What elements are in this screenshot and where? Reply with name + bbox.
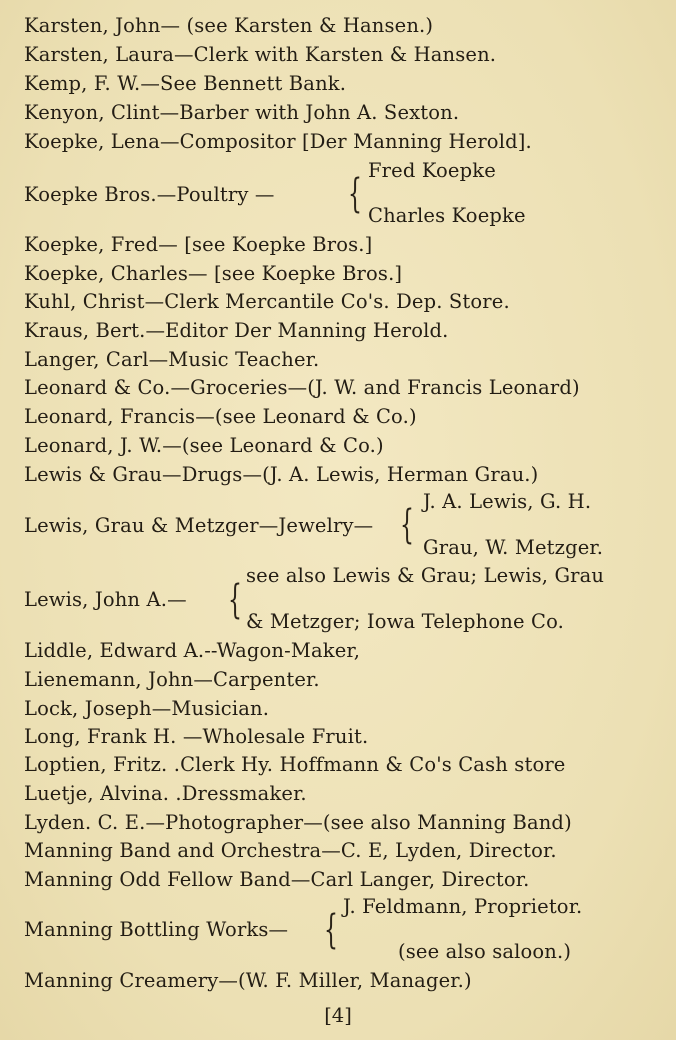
entry-luetje: Luetje, Alvina. .Dressmaker. (24, 782, 307, 805)
entry-leonard-co: Leonard & Co.—Groceries—(J. W. and Francis Leonard) (24, 376, 580, 399)
entry-manning-bottling-sub1: J. Feldmann, Proprietor. (343, 895, 583, 918)
entry-lewis-grau-metzger-sub2: Grau, W. Metzger. (423, 536, 604, 559)
brace-icon: { (228, 577, 242, 623)
entry-lewis-grau-metzger-sub1: J. A. Lewis, G. H. (423, 490, 592, 513)
entry-koepke-charles: Koepke, Charles— [see Koepke Bros.] (24, 262, 403, 285)
entry-lewis-john-sub2: & Metzger; Iowa Telephone Co. (246, 610, 564, 633)
entry-manning-odd-fellow: Manning Odd Fellow Band—Carl Langer, Director. (24, 868, 530, 891)
entry-langer: Langer, Carl—Music Teacher. (24, 348, 320, 371)
entry-koepke-fred: Koepke, Fred— [see Koepke Bros.] (24, 233, 373, 256)
entry-leonard-francis: Leonard, Francis—(see Leonard & Co.) (24, 405, 417, 428)
brace-icon: { (324, 907, 338, 953)
entry-manning-creamery: Manning Creamery—(W. F. Miller, Manager.) (24, 969, 472, 992)
entry-lienemann: Lienemann, John—Carpenter. (24, 668, 320, 691)
entry-lewis-john-sub1: see also Lewis & Grau; Lewis, Grau (246, 564, 605, 587)
entry-lock: Lock, Joseph—Musician. (24, 697, 270, 720)
entry-leonard-jw: Leonard, J. W.—(see Leonard & Co.) (24, 434, 384, 457)
entry-lewis-grau: Lewis & Grau—Drugs—(J. A. Lewis, Herman Grau.) (24, 463, 539, 486)
entry-lyden: Lyden. C. E.—Photographer—(see also Manning Band) (24, 811, 572, 834)
entry-manning-bottling: Manning Bottling Works— (24, 918, 289, 941)
entry-karsten-john: Karsten, John— (see Karsten & Hansen.) (24, 14, 434, 37)
brace-icon: { (400, 502, 414, 548)
entry-kenyon: Kenyon, Clint—Barber with John A. Sexton. (24, 101, 460, 124)
entry-long: Long, Frank H. —Wholesale Fruit. (24, 725, 369, 748)
entry-manning-bottling-sub2: (see also saloon.) (398, 940, 572, 963)
brace-icon: { (348, 171, 362, 217)
page-number: [4] (324, 1004, 352, 1027)
entry-loptien: Loptien, Fritz. .Clerk Hy. Hoffmann & Co's Cash store (24, 753, 566, 776)
entry-lewis-grau-metzger: Lewis, Grau & Metzger—Jewelry— (24, 514, 374, 537)
entry-koepke-bros-sub2: Charles Koepke (368, 204, 526, 227)
entry-lewis-john: Lewis, John A.— (24, 588, 187, 611)
entry-liddle: Liddle, Edward A.--Wagon-Maker, (24, 639, 361, 662)
entry-kraus: Kraus, Bert.—Editor Der Manning Herold. (24, 319, 449, 342)
entry-kuhl: Kuhl, Christ—Clerk Mercantile Co's. Dep. Store. (24, 290, 510, 313)
entry-koepke-bros: Koepke Bros.—Poultry — (24, 183, 275, 206)
entry-kemp: Kemp, F. W.—See Bennett Bank. (24, 72, 347, 95)
entry-koepke-lena: Koepke, Lena—Compositor [Der Manning Herold]. (24, 130, 532, 153)
entry-koepke-bros-sub1: Fred Koepke (368, 159, 496, 182)
entry-karsten-laura: Karsten, Laura—Clerk with Karsten & Hansen. (24, 43, 497, 66)
entry-manning-band: Manning Band and Orchestra—C. E, Lyden, Director. (24, 839, 557, 862)
